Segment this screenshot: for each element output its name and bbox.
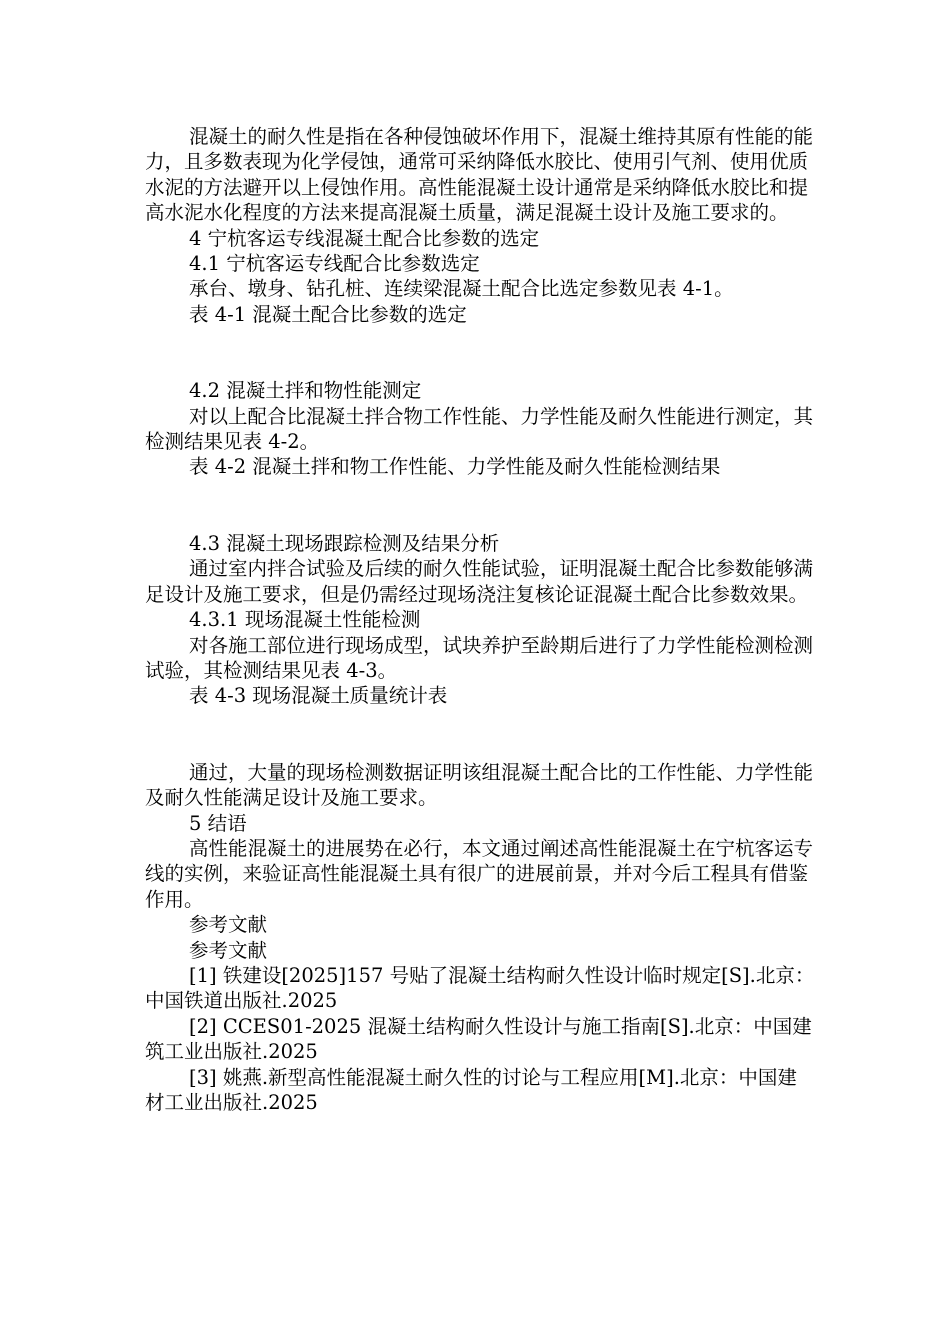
table-placeholder-4-2 <box>145 480 815 531</box>
section-heading-4-3: 4.3 混凝土现场跟踪检测及结果分析 <box>189 531 500 555</box>
reference-item: [1] 铁建设[2025]157 号贴了混凝土结构耐久性设计临时规定[S].北京：中国铁道出版社.2025 <box>145 963 815 1013</box>
paragraph-conclusion-evidence: 通过，大量的现场检测数据证明该组混凝土配合比的工作性能、力学性能及耐久性能满足设计及施工要求。 <box>145 760 814 810</box>
section-heading-4-1: 4.1 宁杭客运专线配合比参数选定 <box>189 252 480 276</box>
section-heading-5: 5 结语 <box>189 811 247 835</box>
section-heading-4-3-1: 4.3.1 现场混凝土性能检测 <box>189 608 421 632</box>
paragraph-table-ref-4-1: 承台、墩身、钻孔桩、连续梁混凝土配合比选定参数见表 4-1。 <box>189 277 734 301</box>
table-placeholder-4-3 <box>145 709 815 760</box>
paragraph-table-ref-4-3: 对各施工部位进行现场成型，试块养护至龄期后进行了力学性能检测检测试验，其检测结果见表 4-3。 <box>145 633 814 682</box>
table-caption-4-1: 表 4-1 混凝土配合比参数的选定 <box>189 302 467 326</box>
reference-list <box>145 963 815 1115</box>
table-caption-4-3: 表 4-3 现场混凝土质量统计表 <box>189 684 448 708</box>
table-caption-4-2: 表 4-2 混凝土拌和物工作性能、力学性能及耐久性能检测结果 <box>189 455 721 479</box>
references-heading-repeat: 参考文献 <box>189 938 268 962</box>
table-placeholder-4-1 <box>145 327 815 378</box>
section-heading-4: 4 宁杭客运专线混凝土配合比参数的选定 <box>189 226 540 250</box>
references-heading: 参考文献 <box>189 913 268 937</box>
reference-item: [2] CCES01-2025 混凝土结构耐久性设计与施工指南[S].北京：中国建筑工业出版社.2025 <box>145 1014 812 1064</box>
paragraph-conclusion: 高性能混凝土的进展势在必行，本文通过阐述高性能混凝土在宁杭客运专线的实例，来验证高性能混凝土具有很广的进展前景，并对今后工程具有借鉴作用。 <box>145 836 814 911</box>
paragraph-4-3: 通过室内拌合试验及后续的耐久性能试验，证明混凝土配合比参数能够满足设计及施工要求，但是仍需经过现场浇注复核论证混凝土配合比参数效果。 <box>145 557 814 606</box>
intro-paragraph: 混凝土的耐久性是指在各种侵蚀破坏作用下，混凝土维持其原有性能的能力，且多数表现为化学侵蚀，通常可采纳降低水胶比、使用引气剂、使用优质水泥的方法避开以上侵蚀作用。高性能混凝土设计通常是采纳降低水胶比和提高水泥水化程度的方法来提高混凝土质量，满足混凝土设计及施工要求的。 <box>145 125 814 225</box>
reference-item: [3] 姚燕.新型高性能混凝土耐久性的讨论与工程应用[M].北京：中国建材工业出版社.2025 <box>145 1065 797 1114</box>
document-body <box>145 124 815 1115</box>
section-heading-4-2: 4.2 混凝土拌和物性能测定 <box>189 379 422 403</box>
paragraph-table-ref-4-2: 对以上配合比混凝土拌合物工作性能、力学性能及耐久性能进行测定，其检测结果见表 4-2。 <box>145 404 814 454</box>
